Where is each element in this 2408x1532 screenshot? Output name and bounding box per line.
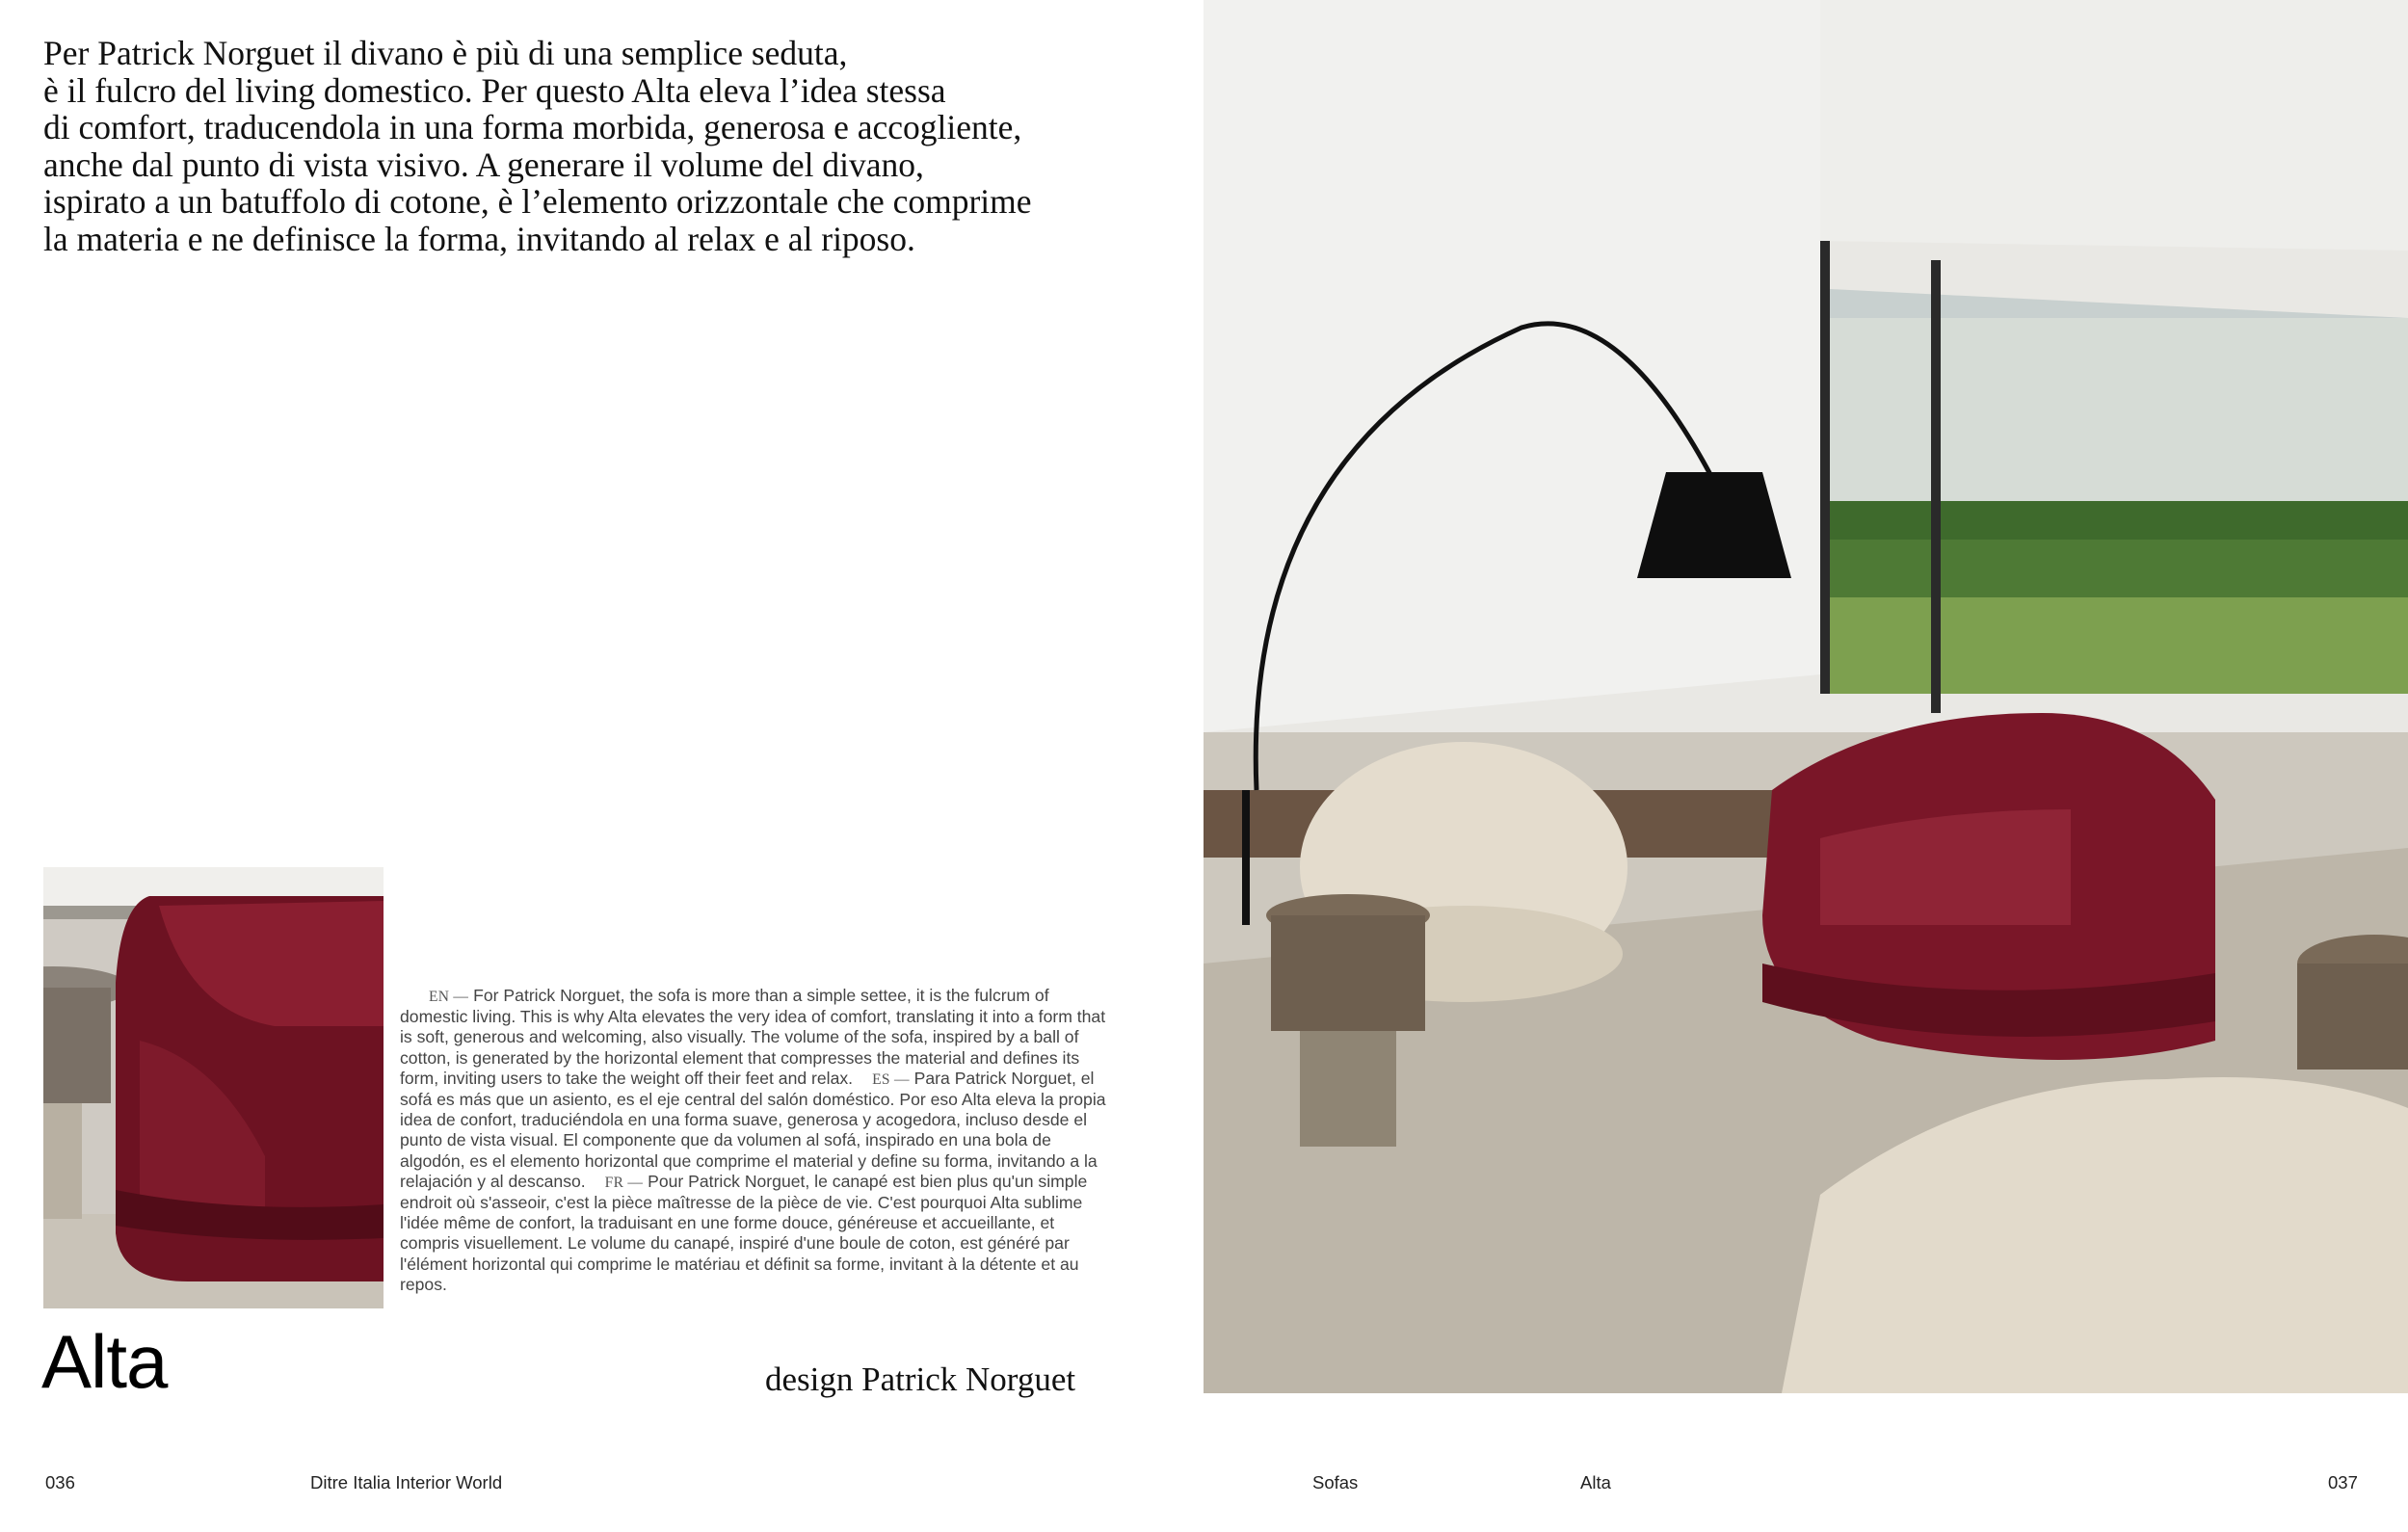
designer-credit: design Patrick Norguet bbox=[765, 1360, 1076, 1398]
sofa-detail-photo bbox=[43, 867, 384, 1308]
es-label: ES — bbox=[872, 1070, 910, 1088]
page-number-left: 036 bbox=[45, 1472, 75, 1492]
translations-block bbox=[400, 986, 1113, 1295]
brand-name: Ditre Italia Interior World bbox=[310, 1472, 503, 1492]
section-category: Sofas bbox=[1312, 1472, 1359, 1492]
en-label: EN — bbox=[429, 989, 469, 1005]
living-room-photo bbox=[1204, 0, 2408, 1393]
en-text: For Patrick Norguet, the sofa is more than a simple settee, it is the fulcrum of domestic living. This is why Alta elevates the very idea of comfort, translating it into a form that is soft, generous and welcoming, also visually. The volume of the sofa, inspired by a ball of cotton, is generated by the horizontal element that compresses the material and defines its form, inviting users to take the weight off their feet and relax. bbox=[400, 986, 1106, 1088]
product-title: Alta bbox=[41, 1319, 168, 1404]
fr-label: FR — bbox=[604, 1174, 644, 1191]
fr-text: Pour Patrick Norguet, le canapé est bien plus qu'un simple endroit où s'asseoir, c'est la pièce maîtresse de la pièce de vie. C'est pourquoi Alta sublime l'idée même de confort, la traduisant en une forme douce, généreuse et accueillante, et compris visuellement. Le volume du canapé, inspiré d'une boule de coton, est généré par l'élément horizontal qui comprime le matériau et définit sa forme, invitant à la détente et au repos. bbox=[400, 1171, 1088, 1294]
page-number-right: 037 bbox=[2328, 1472, 2358, 1492]
es-text: Para Patrick Norguet, el sofá es más que un asiento, es el eje central del salón doméstico. Por eso Alta eleva la propia idea de confort, traduciéndola en una forma suave, generosa y acogedora, incluso desde el punto de vista visual. El componente que da volumen al sofá, inspirado en una bola de algodón, es el elemento horizontal que comprime el material y define su forma, invitando a la relajación y al descanso. bbox=[400, 1068, 1106, 1191]
section-product: Alta bbox=[1580, 1472, 1611, 1492]
intro-paragraph: Per Patrick Norguet il divano è più di una semplice seduta, è il fulcro del living domestico. Per questo Alta eleva l’idea stessa di comfort, traducendola in una forma morbida, generosa e accogliente, anche dal punto di vista visivo. A generare il volume del divano, ispirato a un batuffolo di cotone, è l’elemento orizzontale che comprime la materia e ne definisce la forma, invitando al relax e al riposo. bbox=[43, 34, 1032, 258]
